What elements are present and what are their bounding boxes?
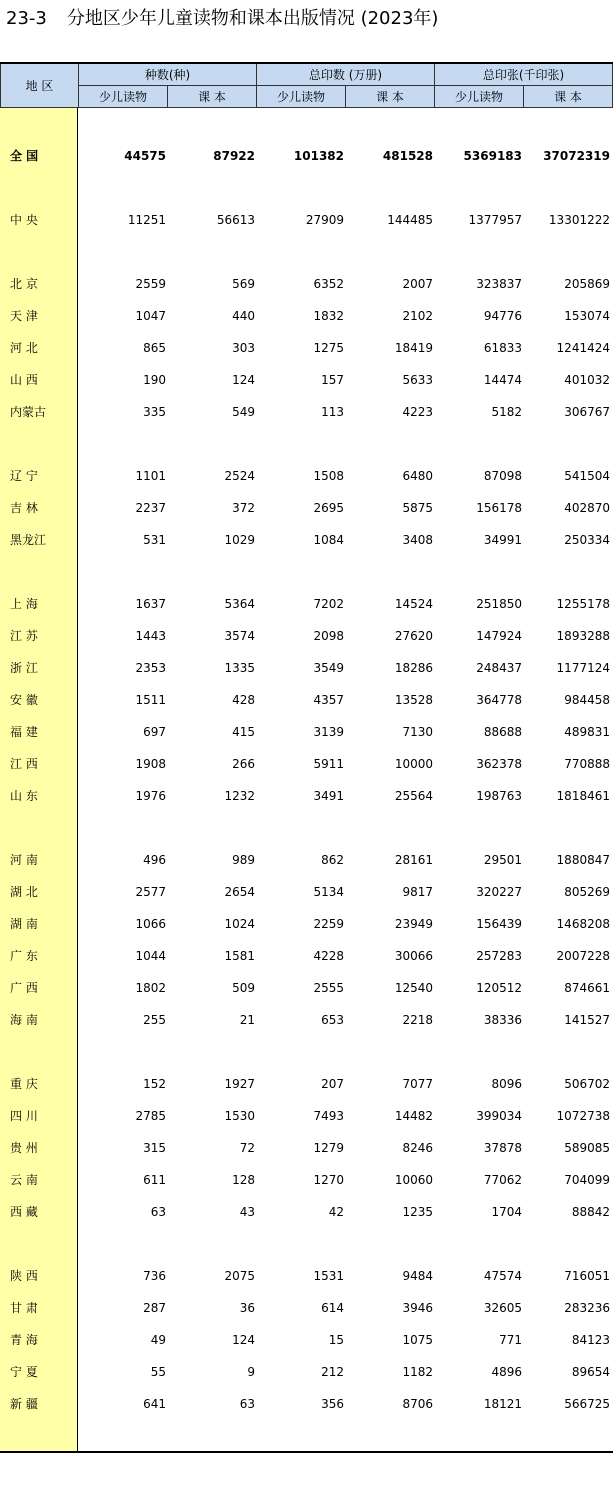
value-cell: 7130 (402, 725, 433, 739)
value-cell: 43 (239, 1205, 255, 1219)
table-row (0, 881, 613, 903)
table-row (0, 1073, 613, 1095)
value-cell: 89654 (571, 1365, 610, 1379)
value-cell: 4357 (313, 693, 344, 707)
region-name: 全 国 (10, 149, 39, 163)
value-cell: 415 (232, 725, 255, 739)
region-name: 广 东 (10, 949, 38, 963)
value-cell: 1802 (135, 981, 166, 995)
value-cell: 1443 (135, 629, 166, 643)
value-cell: 865 (143, 341, 166, 355)
value-cell: 697 (143, 725, 166, 739)
value-cell: 989 (232, 853, 255, 867)
region-name: 山 西 (10, 373, 38, 387)
value-cell: 716051 (564, 1269, 610, 1283)
table-title (6, 6, 438, 32)
value-cell: 481528 (382, 149, 433, 163)
value-cell: 653 (321, 1013, 344, 1027)
value-cell: 1908 (135, 757, 166, 771)
value-cell: 55 (150, 1365, 166, 1379)
value-cell: 2259 (313, 917, 344, 931)
region-name: 甘 肃 (10, 1301, 38, 1315)
region-name: 浙 江 (10, 661, 38, 675)
value-cell: 61833 (483, 341, 522, 355)
header-sub-textbook: 课 本 (346, 86, 435, 108)
value-cell: 2695 (313, 501, 344, 515)
value-cell: 320227 (476, 885, 522, 899)
value-cell: 1275 (313, 341, 344, 355)
value-cell: 6352 (313, 277, 344, 291)
value-cell: 157 (321, 373, 344, 387)
value-cell: 5911 (313, 757, 344, 771)
table-number: 23-3 (6, 8, 47, 29)
value-cell: 2102 (402, 309, 433, 323)
table-row (0, 721, 613, 743)
value-cell: 2237 (135, 501, 166, 515)
value-cell: 42 (328, 1205, 344, 1219)
value-cell: 7202 (313, 597, 344, 611)
value-cell: 1832 (313, 309, 344, 323)
value-cell: 9 (247, 1365, 255, 1379)
region-name: 贵 州 (10, 1141, 38, 1155)
value-cell: 372 (232, 501, 255, 515)
value-cell: 198763 (476, 789, 522, 803)
table-row (0, 689, 613, 711)
table-row (0, 1265, 613, 1287)
value-cell: 440 (232, 309, 255, 323)
value-cell: 1182 (402, 1365, 433, 1379)
value-cell: 356 (321, 1397, 344, 1411)
value-cell: 113 (321, 405, 344, 419)
value-cell: 2098 (313, 629, 344, 643)
value-cell: 87922 (213, 149, 255, 163)
value-cell: 1075 (402, 1333, 433, 1347)
region-name: 西 藏 (10, 1205, 38, 1219)
value-cell: 862 (321, 853, 344, 867)
value-cell: 1880847 (556, 853, 610, 867)
value-cell: 72 (239, 1141, 255, 1155)
value-cell: 10060 (394, 1173, 433, 1187)
value-cell: 496 (143, 853, 166, 867)
region-name: 黑龙江 (10, 533, 47, 547)
value-cell: 30066 (394, 949, 433, 963)
region-name: 四 川 (10, 1109, 38, 1123)
value-cell: 509 (232, 981, 255, 995)
value-cell: 1581 (224, 949, 255, 963)
header-region: 地 区 (0, 64, 79, 108)
value-cell: 29501 (483, 853, 522, 867)
table-row (0, 145, 613, 167)
value-cell: 144485 (387, 213, 433, 227)
value-cell: 1235 (402, 1205, 433, 1219)
value-cell: 128 (232, 1173, 255, 1187)
region-name: 吉 林 (10, 501, 38, 515)
value-cell: 2555 (313, 981, 344, 995)
value-cell: 4228 (313, 949, 344, 963)
value-cell: 1637 (135, 597, 166, 611)
value-cell: 7493 (313, 1109, 344, 1123)
value-cell: 566725 (564, 1397, 610, 1411)
region-name: 宁 夏 (10, 1365, 38, 1379)
value-cell: 1531 (313, 1269, 344, 1283)
region-name: 陕 西 (10, 1269, 38, 1283)
table-row (0, 657, 613, 679)
value-cell: 257283 (476, 949, 522, 963)
region-name: 内蒙古 (10, 405, 47, 419)
value-cell: 3946 (402, 1301, 433, 1315)
value-cell: 641 (143, 1397, 166, 1411)
table-row (0, 1361, 613, 1383)
value-cell: 2785 (135, 1109, 166, 1123)
table-row (0, 529, 613, 551)
header-group-prints: 总印数 (万册) (257, 64, 435, 86)
header-group-kinds: 种数(种) (79, 64, 257, 86)
value-cell: 287 (143, 1301, 166, 1315)
value-cell: 5182 (491, 405, 522, 419)
table-row (0, 977, 613, 999)
table-row (0, 625, 613, 647)
value-cell: 489831 (564, 725, 610, 739)
value-cell: 3408 (402, 533, 433, 547)
table-row (0, 337, 613, 359)
value-cell: 11251 (127, 213, 166, 227)
value-cell: 14524 (394, 597, 433, 611)
value-cell: 2654 (224, 885, 255, 899)
value-cell: 84123 (571, 1333, 610, 1347)
value-cell: 1279 (313, 1141, 344, 1155)
value-cell: 874661 (564, 981, 610, 995)
value-cell: 14474 (483, 373, 522, 387)
region-name: 重 庆 (10, 1077, 38, 1091)
value-cell: 9484 (402, 1269, 433, 1283)
value-cell: 506702 (564, 1077, 610, 1091)
value-cell: 88842 (571, 1205, 610, 1219)
value-cell: 27909 (305, 213, 344, 227)
value-cell: 23949 (394, 917, 433, 931)
table-row (0, 753, 613, 775)
header-sub-children: 少儿读物 (257, 86, 346, 108)
value-cell: 569 (232, 277, 255, 291)
value-cell: 2577 (135, 885, 166, 899)
value-cell: 124 (232, 1333, 255, 1347)
value-cell: 531 (143, 533, 166, 547)
value-cell: 21 (239, 1013, 255, 1027)
value-cell: 7077 (402, 1077, 433, 1091)
value-cell: 401032 (564, 373, 610, 387)
value-cell: 18286 (394, 661, 433, 675)
value-cell: 1704 (491, 1205, 522, 1219)
region-name: 海 南 (10, 1013, 38, 1027)
table-row (0, 945, 613, 967)
table-row (0, 1105, 613, 1127)
value-cell: 13528 (394, 693, 433, 707)
value-cell: 2007 (402, 277, 433, 291)
value-cell: 2007228 (556, 949, 610, 963)
value-cell: 94776 (483, 309, 522, 323)
table-row (0, 305, 613, 327)
region-name: 河 南 (10, 853, 38, 867)
value-cell: 362378 (476, 757, 522, 771)
region-name: 福 建 (10, 725, 38, 739)
table-row (0, 1009, 613, 1031)
value-cell: 49 (150, 1333, 166, 1347)
value-cell: 1927 (224, 1077, 255, 1091)
value-cell: 1084 (313, 533, 344, 547)
table-row (0, 273, 613, 295)
value-cell: 12540 (394, 981, 433, 995)
header-sub-children: 少儿读物 (79, 86, 168, 108)
value-cell: 88688 (483, 725, 522, 739)
value-cell: 8246 (402, 1141, 433, 1155)
value-cell: 38336 (483, 1013, 522, 1027)
value-cell: 541504 (564, 469, 610, 483)
value-cell: 3139 (313, 725, 344, 739)
value-cell: 37878 (483, 1141, 522, 1155)
value-cell: 248437 (476, 661, 522, 675)
value-cell: 5364 (224, 597, 255, 611)
value-cell: 156439 (476, 917, 522, 931)
value-cell: 1511 (135, 693, 166, 707)
value-cell: 47574 (483, 1269, 522, 1283)
value-cell: 2353 (135, 661, 166, 675)
value-cell: 1047 (135, 309, 166, 323)
region-name: 安 徽 (10, 693, 38, 707)
value-cell: 77062 (483, 1173, 522, 1187)
value-cell: 153074 (564, 309, 610, 323)
value-cell: 13301222 (548, 213, 610, 227)
value-cell: 1072738 (556, 1109, 610, 1123)
region-name: 广 西 (10, 981, 38, 995)
value-cell: 770888 (564, 757, 610, 771)
header-sub-textbook: 课 本 (524, 86, 613, 108)
table-row (0, 497, 613, 519)
value-cell: 984458 (564, 693, 610, 707)
value-cell: 1101 (135, 469, 166, 483)
value-cell: 8096 (491, 1077, 522, 1091)
region-name: 山 东 (10, 789, 38, 803)
value-cell: 1177124 (556, 661, 610, 675)
table-row (0, 1137, 613, 1159)
region-name: 新 疆 (10, 1397, 38, 1411)
value-cell: 36 (239, 1301, 255, 1315)
value-cell: 402870 (564, 501, 610, 515)
value-cell: 283236 (564, 1301, 610, 1315)
value-cell: 5875 (402, 501, 433, 515)
value-cell: 1335 (224, 661, 255, 675)
value-cell: 9817 (402, 885, 433, 899)
value-cell: 4896 (491, 1365, 522, 1379)
value-cell: 303 (232, 341, 255, 355)
value-cell: 147924 (476, 629, 522, 643)
region-name: 北 京 (10, 277, 38, 291)
value-cell: 364778 (476, 693, 522, 707)
value-cell: 251850 (476, 597, 522, 611)
value-cell: 614 (321, 1301, 344, 1315)
value-cell: 156178 (476, 501, 522, 515)
value-cell: 805269 (564, 885, 610, 899)
value-cell: 399034 (476, 1109, 522, 1123)
table-row (0, 1297, 613, 1319)
value-cell: 190 (143, 373, 166, 387)
table-row (0, 1393, 613, 1415)
region-name: 江 西 (10, 757, 38, 771)
value-cell: 207 (321, 1077, 344, 1091)
value-cell: 1024 (224, 917, 255, 931)
value-cell: 1241424 (556, 341, 610, 355)
table-row (0, 465, 613, 487)
header-group-sheets: 总印张(千印张) (435, 64, 613, 86)
value-cell: 10000 (394, 757, 433, 771)
table-row (0, 1329, 613, 1351)
value-cell: 34991 (483, 533, 522, 547)
value-cell: 37072319 (543, 149, 610, 163)
table-row (0, 593, 613, 615)
value-cell: 323837 (476, 277, 522, 291)
value-cell: 56613 (216, 213, 255, 227)
header-sub-children: 少儿读物 (435, 86, 524, 108)
table-row (0, 1201, 613, 1223)
value-cell: 255 (143, 1013, 166, 1027)
value-cell: 4223 (402, 405, 433, 419)
value-cell: 704099 (564, 1173, 610, 1187)
value-cell: 3491 (313, 789, 344, 803)
value-cell: 1468208 (556, 917, 610, 931)
value-cell: 18121 (483, 1397, 522, 1411)
value-cell: 212 (321, 1365, 344, 1379)
value-cell: 152 (143, 1077, 166, 1091)
value-cell: 18419 (394, 341, 433, 355)
value-cell: 63 (239, 1397, 255, 1411)
value-cell: 1818461 (556, 789, 610, 803)
region-name: 云 南 (10, 1173, 38, 1187)
value-cell: 549 (232, 405, 255, 419)
value-cell: 611 (143, 1173, 166, 1187)
table-title-text: 分地区少年儿童读物和课本出版情况 (2023年) (66, 8, 439, 29)
value-cell: 1893288 (556, 629, 610, 643)
table-row (0, 913, 613, 935)
value-cell: 6480 (402, 469, 433, 483)
value-cell: 1377957 (468, 213, 522, 227)
value-cell: 5633 (402, 373, 433, 387)
value-cell: 2559 (135, 277, 166, 291)
value-cell: 3549 (313, 661, 344, 675)
value-cell: 335 (143, 405, 166, 419)
value-cell: 1044 (135, 949, 166, 963)
value-cell: 306767 (564, 405, 610, 419)
value-cell: 736 (143, 1269, 166, 1283)
value-cell: 1508 (313, 469, 344, 483)
region-name: 湖 北 (10, 885, 38, 899)
value-cell: 5369183 (463, 149, 522, 163)
value-cell: 1029 (224, 533, 255, 547)
value-cell: 315 (143, 1141, 166, 1155)
table-row (0, 401, 613, 423)
value-cell: 1976 (135, 789, 166, 803)
value-cell: 87098 (483, 469, 522, 483)
value-cell: 8706 (402, 1397, 433, 1411)
value-cell: 771 (499, 1333, 522, 1347)
value-cell: 2524 (224, 469, 255, 483)
region-name: 青 海 (10, 1333, 38, 1347)
value-cell: 1270 (313, 1173, 344, 1187)
value-cell: 32605 (483, 1301, 522, 1315)
value-cell: 589085 (564, 1141, 610, 1155)
value-cell: 1232 (224, 789, 255, 803)
header-sub-textbook: 课 本 (168, 86, 257, 108)
value-cell: 2218 (402, 1013, 433, 1027)
value-cell: 25564 (394, 789, 433, 803)
value-cell: 28161 (394, 853, 433, 867)
value-cell: 205869 (564, 277, 610, 291)
table-row (0, 785, 613, 807)
value-cell: 101382 (293, 149, 344, 163)
value-cell: 14482 (394, 1109, 433, 1123)
value-cell: 1066 (135, 917, 166, 931)
value-cell: 428 (232, 693, 255, 707)
value-cell: 250334 (564, 533, 610, 547)
value-cell: 5134 (313, 885, 344, 899)
table-row (0, 1169, 613, 1191)
bottom-rule (0, 1451, 613, 1453)
value-cell: 120512 (476, 981, 522, 995)
region-name: 上 海 (10, 597, 38, 611)
region-name: 河 北 (10, 341, 38, 355)
value-cell: 141527 (564, 1013, 610, 1027)
table-row (0, 849, 613, 871)
region-name: 天 津 (10, 309, 38, 323)
table-row (0, 369, 613, 391)
value-cell: 2075 (224, 1269, 255, 1283)
value-cell: 44575 (124, 149, 166, 163)
table-header (0, 64, 613, 108)
region-name: 江 苏 (10, 629, 38, 643)
value-cell: 1255178 (556, 597, 610, 611)
value-cell: 27620 (394, 629, 433, 643)
value-cell: 124 (232, 373, 255, 387)
value-cell: 15 (328, 1333, 344, 1347)
region-name: 湖 南 (10, 917, 38, 931)
region-name: 辽 宁 (10, 469, 38, 483)
value-cell: 3574 (224, 629, 255, 643)
value-cell: 63 (150, 1205, 166, 1219)
table-row (0, 209, 613, 231)
value-cell: 266 (232, 757, 255, 771)
value-cell: 1530 (224, 1109, 255, 1123)
region-name: 中 央 (10, 213, 38, 227)
